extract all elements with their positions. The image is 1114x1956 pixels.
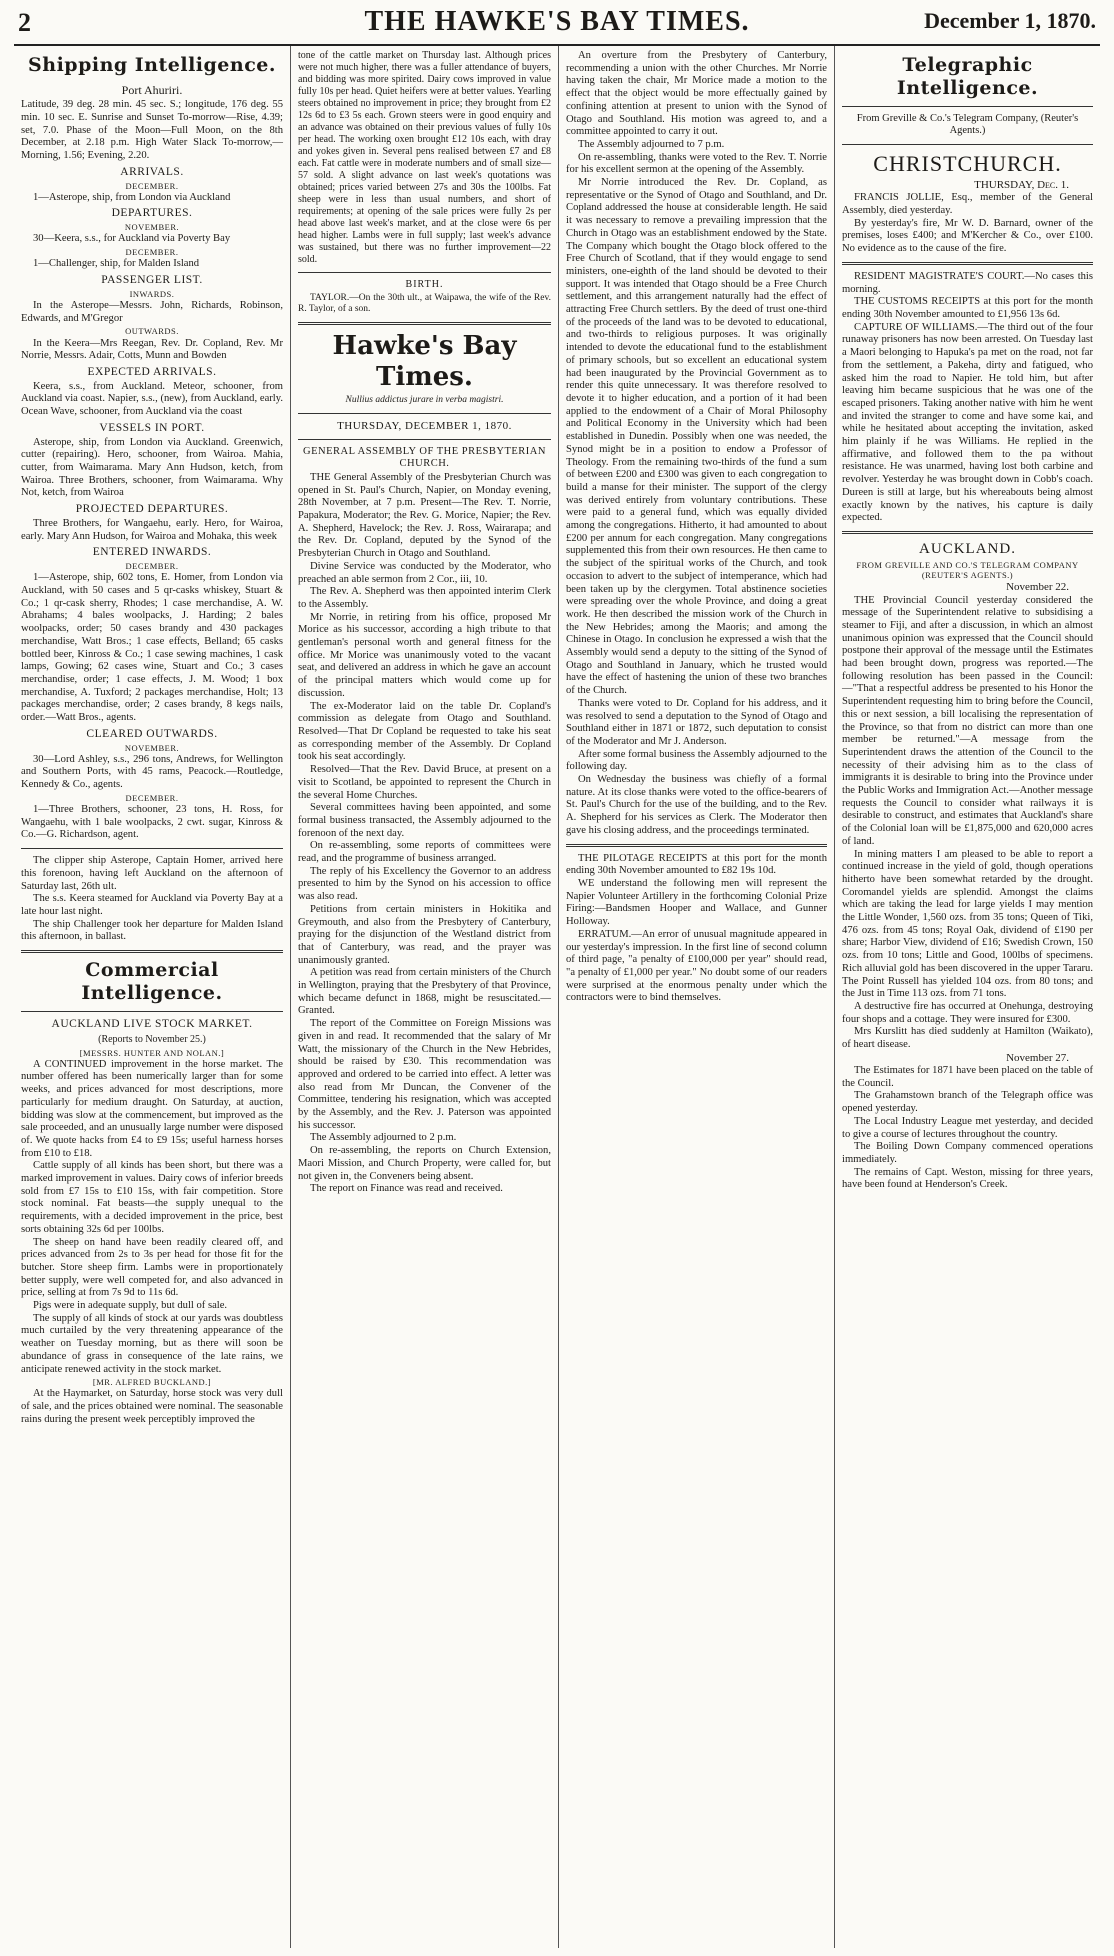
auckland-date-1: November 22. [1006,581,1069,594]
article-paragraph: On Wednesday the business was chiefly of a formal nature. At its close thanks were voted to the office-bearers of St. Paul's Church for the use of the building, and to the Rev. A. Shepherd for his services as Clerk. The Moderator then gave his closing address, and the proceedings terminated. [566,774,827,836]
expected-arrivals-heading: EXPECTED ARRIVALS. [87,365,217,378]
market-paragraph-4: Pigs were in adequate supply, but dull of sale. [33,1300,228,1312]
cattle-market-continued: tone of the cattle market on Thursday last. Although prices were not much higher, there was a fuller attendance of buyers, and bidding was more spirited. Dairy cows improved in value fully 10s per head. Quiet heifers were at better values. Yearling steers obtained no improvement in price; they brought from £2 12s 6d to £3 5s each. Grown steers were in good enquiry and an advance was obtained on their previous values of fully 10s per head. The working oxen brought £12 10s each, with dray and yokes given in. Several pens realised between £7 and £8 each. Fat cattle were in moderate numbers and of small size—57 sold. A slight advance on last week's quotations was obtained; prices varied between 27s and 30s the 100lbs. Fat sheep were in less than usual numbers, and short of requirements; at opening of the sale prices were fully 2s per head above last week's market, and at the close were 6s per head higher. Lambs were in full supply; last week's advance was sustained, but there was no further improvement—22 sold. [298,50,551,265]
telegram-item: The Estimates for 1871 have been placed on the table of the Council. [842,1065,1093,1089]
issue-date: December 1, 1870. [924,8,1096,33]
christchurch-date: THURSDAY, Dec. 1. [974,179,1069,192]
column-3 [558,46,834,1948]
vessels-in-port-text: Asterope, ship, from London via Auckland. Greenwich, cutter (repairing). Hero, schooner, from Wairoa. Mahia, cutter, from Waimarama. Mary Ann Hudson, ketch, from Wairoa. Three Brothers, schooner, from Waimarama. Why Not, ketch, from Wairoa [21,436,283,499]
cleared-outwards-heading: CLEARED OUTWARDS. [86,727,218,740]
article-paragraph: The Rev. A. Shepherd was then appointed interim Clerk to the Assembly. [298,586,551,610]
divider [298,413,551,414]
projected-departures-heading: PROJECTED DEPARTURES. [75,503,229,516]
editorial-dateline: THURSDAY, DECEMBER 1, 1870. [337,419,512,432]
vessels-in-port-heading: VESSELS IN PORT. [99,421,205,434]
article-paragraph: THE General Assembly of the Presbyterian Church was opened in St. Paul's Church, Napier, on Monday evening, 28th November, at 7 p.m. Present—The Rev. T. Norrie, Papakura, Moderator; the Rev. G. Morice, Napier; the Rev. A. Shepherd, Havelock; the Rev. J. Ross, Wairarapa; and the Rev. Dr. Copland, deputed by the Synod of the Presbyterian Church in Otago and Southland. [298,471,551,560]
divider [298,272,551,273]
article-paragraph: Several committees having been appointed, and some formal business transacted, the Assembly adjourned to the forenoon of the next day. [298,802,551,839]
birth-notice: TAYLOR.—On the 30th ult., at Waipawa, the wife of the Rev. R. Taylor, of a son. [298,293,551,315]
auckland-source: FROM GREVILLE AND CO.'S TELEGRAM COMPANY (REUTER'S AGENTS.) [856,559,1079,581]
column-4 [834,46,1100,1948]
market-heading: AUCKLAND LIVE STOCK MARKET. [51,1017,253,1030]
entered-month: DECEMBER. [125,561,179,572]
outwards-text: In the Keera—Mrs Reegan, Rev. Dr. Copland, Rev. Mr Norrie, Messrs. Adair, Cotts, Munn and Bowden [21,337,283,362]
shipping-note-1: The clipper ship Asterope, Captain Homer, arrived here this forenoon, having left Auckland on the afternoon of Saturday last, 26th ult. [21,855,283,892]
christchurch-heading: CHRISTCHURCH. [873,150,1062,176]
market-subheading: (Reports to November 25.) [98,1033,206,1045]
cleared-entry-2: 1—Three Brothers, schooner, 23 tons, H. Ross, for Wangaehu, with 1 bale woolpacks, 2 cwt. sugar, Kinross & Co.—G. Richardson, agent. [21,804,283,841]
pilotage-receipts: THE PILOTAGE RECEIPTS at this port for the month ending 30th November amounted to £82 19s 10d. [566,852,827,877]
article-paragraph: An overture from the Presbytery of Canterbury, recommending a union with the other Churches. Mr Norrie having taken the chair, Mr Morice made a motion to the effect that the object would be more effectually gained by confining attention at present to union with the Synod of Otago and Southland. His motion was agreed to, and a committee appointed to carry it out. [566,50,827,138]
article-paragraph: On re-assembling, thanks were voted to the Rev. T. Norrie for his excellent sermon at the opening of the Assembly. [566,151,827,176]
article-paragraph: The Assembly adjourned to 7 p.m. [578,138,725,150]
customs-receipts: THE CUSTOMS RECEIPTS at this port for the month ending 30th November amounted to £1,956 13s 6d. [842,296,1093,320]
columns [14,46,1100,1948]
telegram-item: By yesterday's fire, Mr W. D. Barnard, owner of the premises, loses £400; and M'Kercher & Co., over £100. No evidence as to the cause of the fire. [842,217,1093,255]
page-number: 2 [18,8,31,37]
market-byline-2: [MR. ALFRED BUCKLAND.] [92,1377,212,1388]
departures-entry-1: 30—Keera, s.s., for Auckland via Poverty Bay [33,233,231,245]
telegraphic-heading: Telegraphic Intelligence. [896,54,1039,99]
article-paragraph: Mr Norrie introduced the Rev. Dr. Copland, as representative or the Synod of Otago and Southland, and Dr. Copland addressed the house at considerable length. He said it was necessary to remove a prevailing impression that the Church in Otago was an establishment endowed by the State. The Company which bought the Otago block offered to the Free Church of Scotland, that if they would engage to send ministers, one-eighth of the land should be devoted to their support. It was intended that Otago should be a Free Church settlement, and this arrangement naturally had the effect of attracting Free Church settlers. By the deed of trust one-third of the proceeds of the land was to be devoted to educational, and two-thirds to religious purposes. It was originally intended to devote the educational fund to the establishment of primary schools, but so excellent an educational system had been inaugurated by the Provincial Government as to render this quite unnecessary. It was therefore resolved to devote it to higher education, and a portion of it had been applied to the endowment of a Chair of Moral Philosophy and Political Economy in the University which had been established in Dunedin. Possibly when one was needed, the Synod might be in a position to endow a Professor of Theology. From the remaining two-thirds of the fund a sum of between £200 and £300 was given to each congregation to build a manse for their minister. The support of the clergy was derived entirely from voluntary contributions. These were paid to a general fund, which was equally divided among the congregations. Hitherto, it had amounted to about £200 per annum for each congregation. Many congregations supplemented this from their own resources. He then came to the subject of the spiritual works of the Church, and took occasion to advert to the subject of intemperance, which had been taken up by the clergymen. Total abstinence societies were spreading over the whole Province, and doing a great work. He then described the mission work of the Church in the New Hebrides; among the Maoris; and among the Chinese in Otago. In conclusion he expressed a wish that the Assembly would send a deputy to the sitting of the Synod of Otago and Southland in January, which he trusted would have the effect of hastening the union of these two branches of the Church. [566,177,827,697]
telegram-item: The Grahamstown branch of the Telegraph office was opened yesterday. [842,1090,1093,1115]
divider [21,950,283,953]
divider [842,531,1093,534]
divider [566,844,827,847]
cleared-month-1: NOVEMBER. [124,742,180,753]
divider [842,144,1093,145]
port-name: Port Ahuriri. [121,82,183,97]
shipping-note-3: The ship Challenger took her departure for Malden Island this afternoon, in ballast. [21,918,283,943]
departures-entry-2: 1—Challenger, ship, for Malden Island [33,258,200,270]
article-paragraph: A petition was read from certain ministers of the Church in Wellington, praying that the Presbytery of that Province, which became defunct in 1868, might be resuscitated.—Granted. [298,967,551,1017]
column-1 [14,46,290,1948]
inwards-heading: INWARDS. [129,288,175,299]
projected-departures-text: Three Brothers, for Wangaehu, early. Hero, for Wairoa, early. Mary Ann Hudson, for Wairoa and Mohaka, this week [21,517,283,542]
cleared-entry-1: 30—Lord Ashley, s.s., 296 tons, Andrews, for Wellington and Southern Ports, with 45 rams, Peacock.—Routledge, Kennedy & Co., agents. [21,753,283,791]
entered-inwards-heading: ENTERED INWARDS. [92,546,212,559]
telegram-item: A destructive fire has occurred at Onehunga, destroying four shops and a cottage. They were insured for £300. [842,1001,1093,1025]
article-paragraph: The reply of his Excellency the Governor to an address presented to him by the Synod on his accession to office was also read. [298,865,551,903]
commercial-heading: Commercial Intelligence. [81,959,223,1004]
article-paragraph: Divine Service was conducted by the Moderator, who preached an able sermon from 2 Cor., iii, 10. [298,560,551,585]
telegram-item: The Boiling Down Company commenced operations immediately. [842,1141,1093,1165]
telegram-item: The remains of Capt. Weston, missing for three years, have been found at Henderson's Creek. [842,1166,1093,1191]
market-paragraph-5: The supply of all kinds of stock at our yards was doubtless much curtailed by the very threatening appearance of the weather on Tuesday morning, but as there will soon be abundance of grass in consequence of the late rains, we anticipate renewed activity in the stock market. [21,1312,283,1375]
erratum: ERRATUM.—An error of unusual magnitude appeared in our yesterday's impression. In the first line of second column of third page, "a penalty of £100,000 per year" should read, "a penalty of £1,000 per year." No doubt some of our readers were surprised at the enormous penalty under which the contractors were to bind themselves. [566,928,827,1004]
departures-month-2: DECEMBER. [125,247,179,258]
article-paragraph: Mr Norrie, in retiring from his office, proposed Mr Morice as his successor, according a high tribute to that gentleman's personal worth and general fitness for the office. Mr Morice was unanimously voted to the vacant seat, and delivered an address in which he gave an account of the principal matters which would come up for discussion. [298,611,551,699]
market-paragraph-3: The sheep on hand have been readily cleared off, and prices advanced from 2s to 3s per head for those fit for the butcher. Store sheep firm. Lambs were in proportionately better supply, were well competed for, and also advanced in price, selling at from 7s 9d to 11s 6d. [21,1236,283,1299]
market-byline-1: [MESSRS. HUNTER AND NOLAN.] [79,1047,225,1058]
arrivals-heading: ARRIVALS. [120,165,184,178]
cleared-month-2: DECEMBER. [125,792,179,803]
divider [842,262,1093,265]
telegram-item: The Local Industry League met yesterday, and decided to give a course of lectures throughout the country. [842,1115,1093,1140]
paper-nameplate: Hawke's Bay Times. [332,330,517,392]
volunteer-artillery: WE understand the following men will represent the Napier Volunteer Artillery in the forthcoming Colonial Prize Firing:—Bandsmen Hooper and Wallace, and Gunner Holloway. [566,878,827,928]
telegram-item: THE Provincial Council yesterday considered the message of the Superintendent relative to subsidising a steamer to Fiji, and after a discussion, in which an almost unanimous opinion was expressed that the Council should postpone their approval of the message until the Estimates had been brought down, progress was reported.—The following resolution has been passed in the Council:—"That a respectful address be presented to his Honor the Superintendent requesting him to bring before the Council, this or next session, a bill localising the representation of the Province, so that from no district can more than one member be returned."—A message from the Superintendent draws the attention of the Council to the necessity of their advising him as to the class of immigrants it is desirable to bring into the Province under the Public Works and Immigration Act.—Another message requests the Council to consider what railways it is desirable to construct, and estimates that Auckland's share of the Colonial loan will be £1,875,000 and 620,000 acres of land. [842,594,1093,847]
telegram-item: Mrs Kurslitt has died suddenly at Hamilton (Waikato), of heart disease. [842,1026,1093,1051]
inwards-text: In the Asterope—Messrs. John, Richards, Robinson, Edwards, and M'Gregor [21,299,283,324]
article-paragraph: On re-assembling, some reports of committees were read, and the programme of business arranged. [298,840,551,865]
column-2 [290,46,558,1948]
divider [298,322,551,325]
almanac-text: Latitude, 39 deg. 28 min. 45 sec. S.; longitude, 176 deg. 55 min. 10 sec. E. Sunrise and Sunset To-morrow—Rise, 4.39; set, 7.0. Phase of the Moon—Full Moon, on the 8th December, at 2.18 p.m. High Water Slack To-morrow,—Morning, 1.56; Evening, 2.20. [21,99,283,161]
entered-inwards-text: 1—Asterope, ship, 602 tons, E. Homer, from London via Auckland, with 50 cases and 5 qr-casks whiskey, Stuart & Co.; 1 qr-cask sherry, Rhodes; 1 case merchandise, A. W. Abrahams; 4 bales woolpacks, J. Harding; 2 bales woolpacks, order; 50 cases brandy and 430 packages merchandise, Watt Bros.; 1 case effects, Belland; 65 casks bottled beer, Kinross & Co.; 1 case sewing machines, 1 cask lamps, Gowing; 62 cases wine, Stuart and Co.; 3 cases merchandise, order; 1 case effects, J. M. Wood; 1 box merchandise, A. Tuxford; 2 packages merchandise, Holt; 13 packages merchandise, order; 2 cases brandy, 8 kegs nails, order.—Watt Bros., agents. [21,572,283,724]
article-paragraph: Thanks were voted to Dr. Copland for his address, and it was resolved to send a deputation to the Synod of Otago and Southland either in 1871 or 1872, such deputation to consist of the Moderator and Mr J. Anderson. [566,697,827,747]
capture-of-williams: CAPTURE OF WILLIAMS.—The third out of the four runaway prisoners has now been arrested. On Tuesday last a Maori belonging to Hapuka's pa met on the road, not far from the settlement, a Pakeha, dirty and fatigued, who asked him the road to Napier. He told him, but after leaving him became suspicious that he was one of the escaped prisoners. Taking another native with him he went and invited the stranger to come and have some kai, and while he hesitated about accepting the invitation, asked him plainly if he was Williams. He replied in the affirmative, and followed them to the pa without resistance. He was unarmed, having lost both carbine and revolver. Yesterday he was brought down in Cobb's coach. Dureen is still at large, but his whereabouts being almost exactly known by the natives, his capture is daily expected. [842,321,1093,524]
article-paragraph: The report of the Committee on Foreign Missions was given in and read. It recommended that the salary of Mr Watt, the missionary of the Church in the New Hebrides, should be raised by £30. This recommendation was approved and ordered to be carried into effect. A letter was also read from Mr Duncan, the Convener of the Committee, tendering his resignation, which was accepted by the Assembly, and the Rev. J. Paterson was appointed his successor. [298,1018,551,1131]
divider [842,106,1093,107]
outwards-heading: OUTWARDS. [125,326,179,337]
market-paragraph-6: At the Haymarket, on Saturday, horse stock was very dull of sale, and the prices obtained were nominal. The seasonable rains during the present week perceptibly improved the [21,1388,283,1425]
article-paragraph: The report on Finance was read and received. [310,1183,503,1195]
market-paragraph-1: A CONTINUED improvement in the horse market. The number offered has been numerically larger than for some weeks, and prices advanced for most descriptions, more particularly for medium draught. On Saturday, at auction, bidding was slow at the commencement, but improved as the sale proceeded, and an unusually large number were disposed of. We quote hacks from £4 to £9 15s; useful harness horses from £10 to £18. [21,1058,283,1159]
departures-heading: DEPARTURES. [111,207,193,220]
auckland-date-2: November 27. [1006,1051,1069,1064]
article-paragraph: Petitions from certain ministers in Hokitika and Greymouth, and also from the Presbytery of Canterbury, praying for the disjunction of the Westland district from that of Canterbury, was read, and the prayer was unanimously granted. [298,903,551,966]
shipping-heading: Shipping Intelligence. [28,54,276,76]
paper-motto: Nullius addictus jurare in verba magistri. [345,395,504,406]
magistrates-court: RESIDENT MAGISTRATE'S COURT.—No cases this morning. [842,270,1093,295]
departures-month-1: NOVEMBER. [124,222,180,233]
arrivals-entry: 1—Asterope, ship, from London via Auckland [33,191,231,203]
expected-arrivals-text: Keera, s.s., from Auckland. Meteor, schooner, from Auckland via coast. Napier, s.s., (new), from Auckland, early. Ocean Wave, schooner, from Auckland via the coast [21,380,283,418]
divider [298,439,551,440]
divider [21,1011,283,1012]
article-paragraph: After some formal business the Assembly adjourned to the following day. [566,748,827,773]
market-paragraph-2: Cattle supply of all kinds has been short, but there was a marked improvement in values. Dairy cows of inferior breeds sold from £7 15s to £10 15s, with fair competition. Store stock nominal. Fat beasts—the supply unequal to the requirements, with a decided improvement in the price, best sorts obtaining 32s 6d per 100lbs. [21,1160,283,1235]
article-paragraph: On re-assembling, the reports on Church Extension, Maori Mission, and Church Property, were called for, but not given in, the Conveners being absent. [298,1145,551,1182]
divider [21,848,283,849]
article-paragraph: The ex-Moderator laid on the table Dr. Copland's commission as delegate from Otago and Southland. Resolved—That Dr Copland be requested to take his seat as corresponding member of the Assembly. Dr Copland took his seat accordingly. [298,700,551,763]
birth-heading: BIRTH. [405,279,444,290]
passenger-list-heading: PASSENGER LIST. [101,273,203,286]
newspaper-title: THE HAWKE'S BAY TIMES. [364,6,750,37]
auckland-heading: AUCKLAND. [919,540,1016,557]
arrivals-month: DECEMBER. [125,180,179,191]
telegram-source: From Greville & Co.'s Telegram Company, (Reuter's Agents.) [856,112,1079,137]
telegram-item: In mining matters I am pleased to be able to report a continued increase in the yield of gold, though operations hitherto have been somewhat retarded by the drought. Coromandel yields are splendid. Amongst the claims which are taking the lead for large yields I may mention the Little Wonder, 1,560 ozs. from 35 tons; Queen of Tiki, 476 ozs. from 45 tons; Royal Oak, dividend of £190 per share; Harbor View, dividend of £16; Swedish Crown, 150 ozs. from 10 tons; Little and Good, 100lbs of specimens. Rich alluvial gold has been discovered in the upper Tararu. The Point Russell has yielded 104 ozs. from 80 tons; and the Just in Time 113 ozs. from 71 tons. [842,848,1093,1000]
shipping-note-2: The s.s. Keera steamed for Auckland via Poverty Bay at a late hour last night. [21,893,283,917]
page-header [14,0,1100,46]
article-paragraph: Resolved—That the Rev. David Bruce, at present on a visit to Scotland, be appointed to represent the Church in the several Home Churches. [298,764,551,801]
telegram-item: FRANCIS JOLLIE, Esq., member of the General Assembly, died yesterday. [842,192,1093,217]
article-heading: GENERAL ASSEMBLY OF THE PRESBYTERIAN CHURCH. [303,445,546,470]
article-paragraph: The Assembly adjourned to 2 p.m. [310,1132,457,1144]
